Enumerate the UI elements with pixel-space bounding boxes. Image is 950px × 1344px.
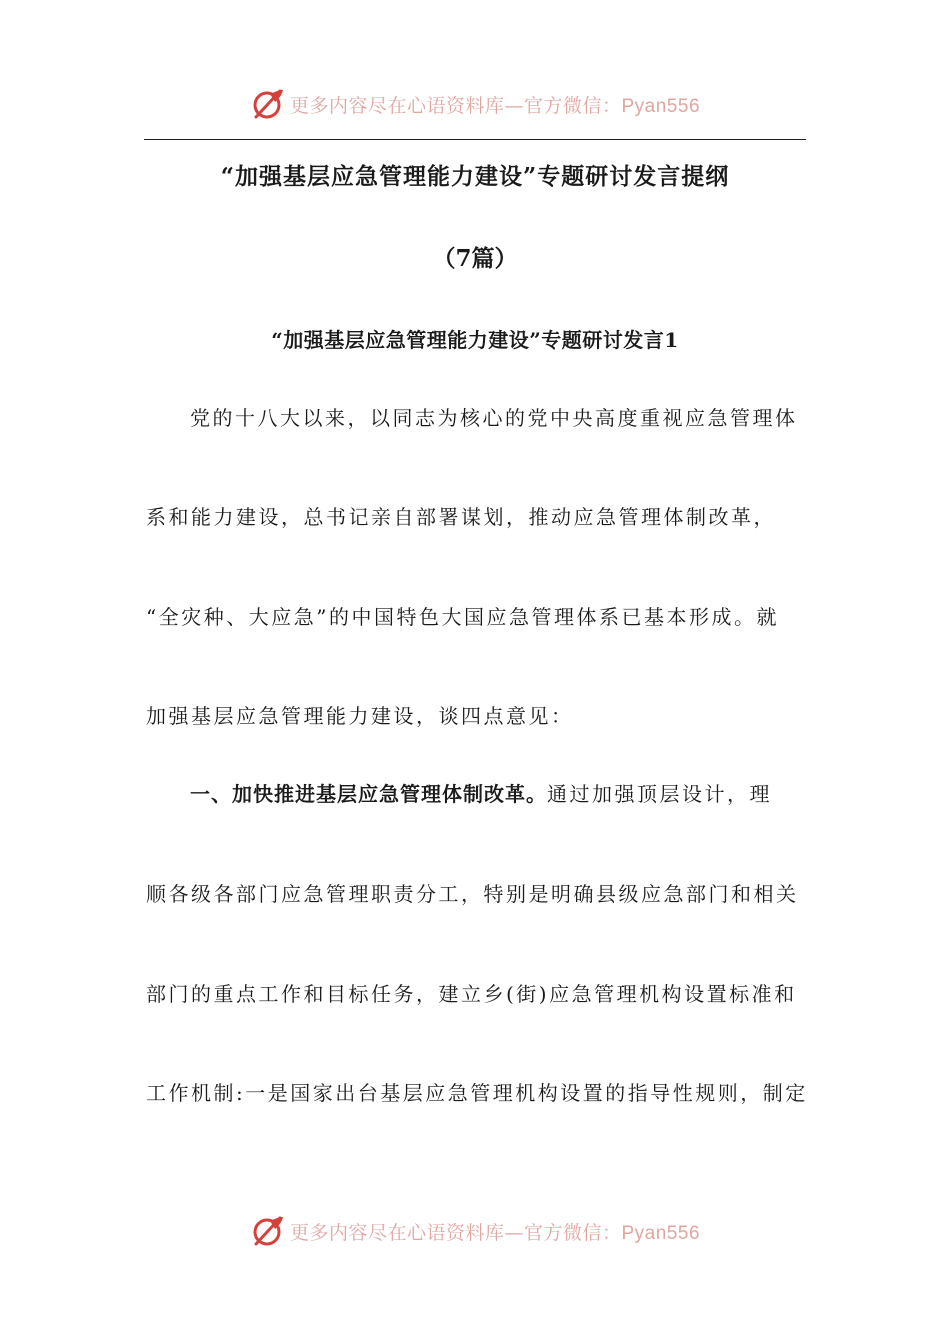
section-subtitle: “加强基层应急管理能力建设”专题研讨发言1 — [271, 328, 679, 352]
header-watermark — [0, 84, 950, 124]
document-title-count: （7篇） — [432, 245, 518, 272]
paragraph-text: 通过加强顶层设计，理 — [547, 782, 772, 806]
paragraph-line: 工作机制:一是国家出台基层应急管理机构设置的指导性规则，制定 — [146, 1081, 808, 1105]
quill-logo-icon — [250, 86, 286, 122]
watermark-text: 更多内容尽在心语资料库—官方微信：Pyan556 — [289, 1221, 701, 1244]
paragraph-line: 部门的重点工作和目标任务，建立乡(街)应急管理机构设置标准和 — [146, 982, 797, 1006]
watermark-text: 更多内容尽在心语资料库—官方微信：Pyan556 — [289, 94, 701, 117]
paragraph-line: 顺各级各部门应急管理职责分工，特别是明确县级应急部门和相关 — [146, 882, 799, 906]
quill-logo-icon — [250, 1213, 286, 1249]
paragraph-line: 党的十八大以来，以同志为核心的党中央高度重视应急管理体 — [190, 406, 798, 430]
document-title: “加强基层应急管理能力建设”专题研讨发言提纲 — [220, 163, 730, 190]
paragraph-line: 系和能力建设，总书记亲自部署谋划，推动应急管理体制改革， — [146, 505, 776, 529]
header-divider — [144, 139, 806, 140]
paragraph-line — [190, 780, 806, 808]
paragraph-line: “全灾种、大应急”的中国特色大国应急管理体系已基本形成。就 — [146, 605, 779, 629]
section-heading: 一、加快推进基层应急管理体制改革。 — [190, 782, 547, 806]
footer-watermark — [0, 1211, 950, 1251]
paragraph-line: 加强基层应急管理能力建设，谈四点意见： — [146, 704, 574, 728]
